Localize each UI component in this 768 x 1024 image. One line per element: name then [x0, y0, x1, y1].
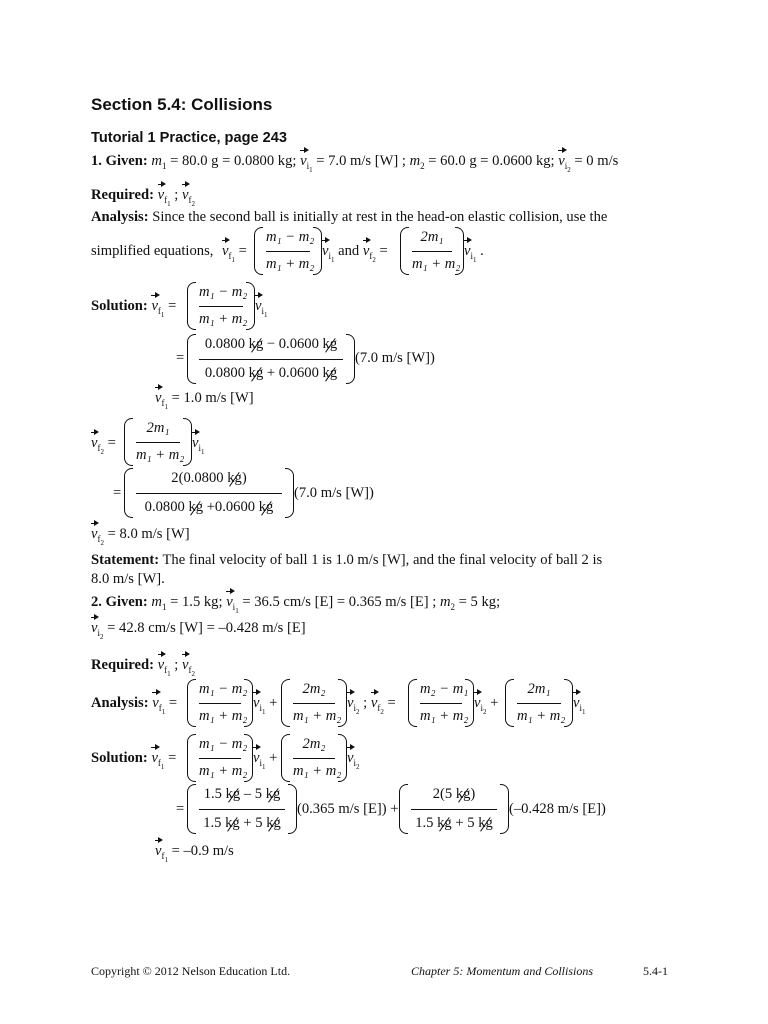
fraction-m1-minus-m2: m₁ − m₂ m₁ + m₂	[254, 227, 322, 275]
footer-page-number: 5.4-1	[643, 964, 668, 978]
vector-v: v	[300, 153, 307, 169]
substitution-fraction-4: 2(5 kg) 1.5 kg + 5 kg	[399, 784, 509, 834]
p1-required-line: Required: $v_{f_1}$ ; $v_{f_2}$	[91, 187, 195, 208]
tutorial-heading: Tutorial 1 Practice, page 243	[91, 130, 288, 146]
p2-result-vf1: $v_{f_1} = -0.9$ m/s	[155, 843, 234, 864]
p2-analysis-line: Analysis: $v_{f_1}$ =	[91, 695, 178, 716]
fraction-2m1: 2m₁ m₁ + m₂	[400, 227, 464, 275]
p1-given-line: 1. Given: $m_1 = 80.0$ g = 0.0800 kg; $v_{i_1} = 7.0$ m/s [W] ; $m_2 = 60.0$ g = 0.0600 kg; $v_{i_2} = 0$ m/s	[91, 153, 619, 174]
p1-statement: Statement: The final velocity of ball 1 is 1.0 m/s [W], and the final velocity of ball 2 is	[91, 552, 603, 568]
p1-analysis-line: Analysis: Since the second ball is initially at rest in the head-on elastic collision, use the	[91, 209, 608, 225]
p1-result-vf2: $v_{f_2} = 8.0$ m/s [W]	[91, 526, 190, 547]
p2-given-line-2: $v_{i_2} = 42.8$ cm/s [W] = –0.428 m/s [E]	[91, 620, 306, 641]
p1-given-label: 1. Given:	[91, 153, 148, 169]
p1-result-vf1: $v_{f_1} = 1.0$ m/s [W]	[155, 390, 254, 411]
footer-copyright: Copyright © 2012 Nelson Education Ltd.	[91, 964, 291, 978]
substitution-fraction-1: 0.0800 kg − 0.0600 kg 0.0800 kg + 0.0600 kg	[187, 334, 355, 384]
p2-solution-line: Solution: $v_{f_1}$ =	[91, 750, 177, 771]
footer-chapter: Chapter 5: Momentum and Collisions	[411, 964, 593, 978]
p1-solution-line: Solution: $v_{f_1}$ =	[91, 298, 177, 319]
p2-required-line: Required: $v_{f_1}$ ; $v_{f_2}$	[91, 657, 195, 678]
substitution-fraction-3: 1.5 kg – 5 kg 1.5 kg + 5 kg	[187, 784, 297, 834]
p1-simplified-text: simplified equations,	[91, 243, 214, 259]
section-title: Section 5.4: Collisions	[91, 95, 273, 114]
substitution-fraction-2: 2(0.0800 kg) 0.0800 kg +0.0600 kg	[124, 468, 294, 518]
p2-given-line: 2. Given: $m_1 = 1.5$ kg; $v_{i_1} = 36.5$ cm/s [E] = 0.365 m/s [E] ; $m_2 = 5$ kg;	[91, 594, 501, 615]
